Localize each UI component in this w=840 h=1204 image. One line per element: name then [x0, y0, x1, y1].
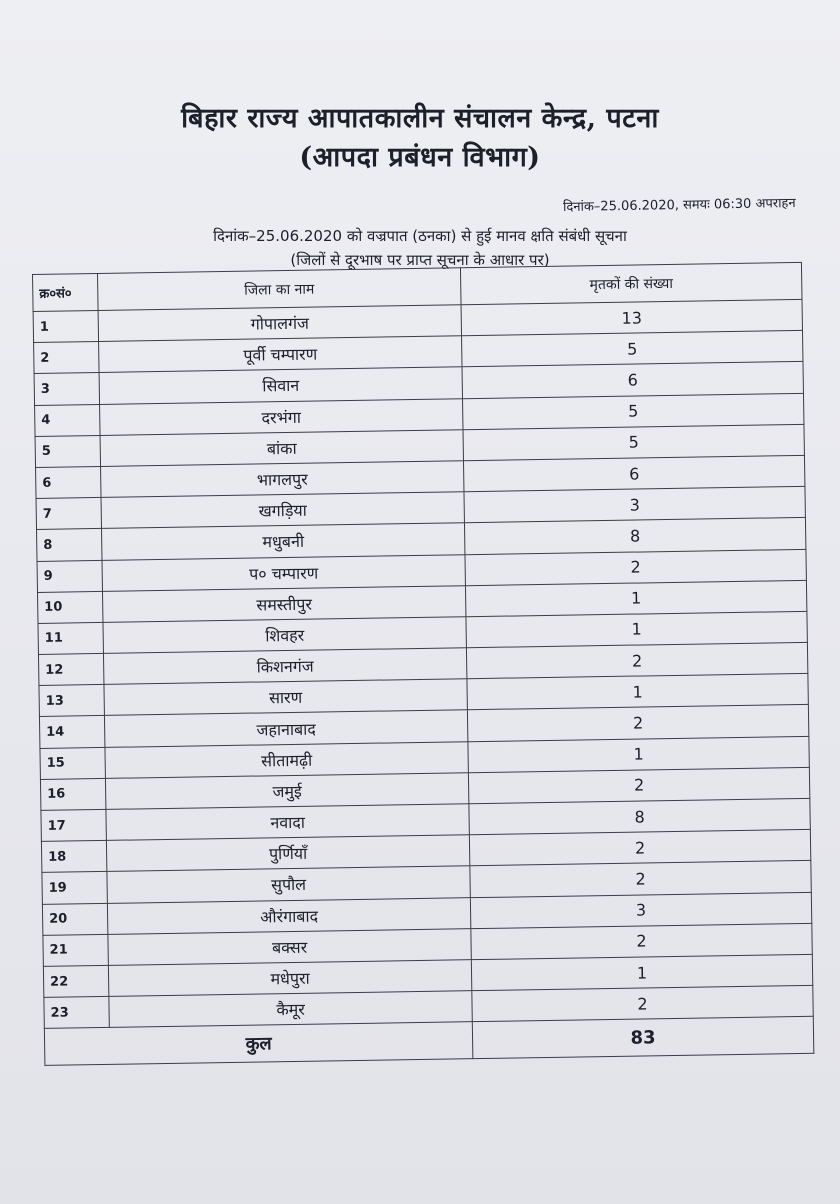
date-time-stamp: दिनांक–25.06.2020, समयः 06:30 अपराहन	[563, 195, 797, 216]
death-count-cell: 2	[466, 642, 807, 679]
serial-number-cell: 16	[40, 778, 105, 810]
death-count-cell: 2	[465, 549, 806, 586]
serial-number-cell: 6	[36, 466, 101, 498]
district-name-cell: प० चम्पारण	[102, 554, 465, 591]
casualty-table	[32, 262, 814, 1066]
death-count-cell: 8	[469, 798, 810, 835]
district-name-cell: नवादा	[106, 804, 469, 841]
district-name-cell: कैमूर	[109, 991, 472, 1028]
district-name-cell: दरभंगा	[100, 398, 463, 435]
district-name-cell: समस्तीपुर	[102, 585, 465, 622]
serial-number-cell: 7	[36, 498, 101, 530]
death-count-cell: 6	[462, 362, 803, 399]
serial-number-cell: 21	[43, 934, 108, 966]
death-count-cell: 1	[465, 580, 806, 617]
serial-number-cell: 20	[42, 903, 107, 935]
death-count-cell: 8	[464, 518, 805, 555]
report-subject: दिनांक–25.06.2020 को वज्रपात (ठनका) से हुई मानव क्षति संबंधी सूचना	[213, 227, 627, 245]
death-count-cell: 2	[471, 923, 812, 960]
district-name-cell: सिवान	[99, 367, 462, 404]
district-name-cell: जमुई	[105, 773, 468, 810]
death-count-cell: 2	[469, 830, 810, 867]
table-body	[33, 299, 813, 1028]
serial-number-cell: 23	[44, 997, 109, 1029]
death-count-cell: 1	[466, 611, 807, 648]
total-label: कुल	[44, 1022, 473, 1066]
serial-number-cell: 10	[37, 591, 102, 623]
death-count-cell: 1	[468, 736, 809, 773]
serial-number-cell: 9	[37, 560, 102, 592]
district-name-cell: भागलपुर	[101, 461, 464, 498]
death-count-cell: 5	[463, 393, 804, 430]
district-name-cell: सुपौल	[107, 866, 470, 903]
serial-number-cell: 2	[34, 342, 99, 374]
serial-number-cell: 1	[33, 310, 98, 342]
death-count-cell: 2	[472, 985, 813, 1022]
district-name-cell: किशनगंज	[103, 648, 466, 685]
serial-number-cell: 11	[38, 622, 103, 654]
total-value: 83	[472, 1017, 814, 1059]
district-name-cell: सीतामढ़ी	[105, 741, 468, 778]
death-count-cell: 2	[468, 767, 809, 804]
serial-number-cell: 22	[43, 965, 108, 997]
district-name-cell: शिवहर	[103, 617, 466, 654]
district-name-cell: पूर्वी चम्पारण	[99, 336, 462, 373]
death-count-cell: 3	[470, 892, 811, 929]
district-name-cell: सारण	[104, 679, 467, 716]
death-count-cell: 3	[464, 487, 805, 524]
district-name-cell: बांका	[100, 429, 463, 466]
death-count-cell: 6	[463, 455, 804, 492]
serial-number-cell: 13	[39, 685, 104, 717]
header-deaths: मृतकों की संख्या	[460, 262, 802, 304]
district-name-cell: मधुबनी	[102, 523, 465, 560]
serial-number-cell: 8	[37, 529, 102, 561]
district-name-cell: मधेपुरा	[108, 960, 471, 997]
serial-number-cell: 19	[42, 872, 107, 904]
document-title: बिहार राज्य आपातकालीन संचालन केन्द्र, पटना	[181, 103, 659, 134]
death-count-cell: 5	[463, 424, 804, 461]
death-count-cell: 13	[461, 299, 802, 336]
district-name-cell: खगड़िया	[101, 492, 464, 529]
serial-number-cell: 17	[41, 809, 106, 841]
death-count-cell: 5	[462, 331, 803, 368]
district-name-cell: बक्सर	[108, 928, 471, 965]
district-name-cell: गोपालगंज	[98, 305, 461, 342]
death-count-cell: 2	[470, 861, 811, 898]
casualty-table-wrapper	[32, 262, 814, 1066]
header-district: जिला का नाम	[97, 268, 461, 311]
serial-number-cell: 12	[38, 653, 103, 685]
death-count-cell: 1	[471, 954, 812, 991]
serial-number-cell: 14	[39, 716, 104, 748]
serial-number-cell: 5	[35, 435, 100, 467]
district-name-cell: पुर्णियाँ	[106, 835, 469, 872]
report-source-note: (जिलों से दूरभाष पर प्राप्त सूचना के आधार पर)	[290, 251, 550, 269]
serial-number-cell: 3	[34, 373, 99, 405]
district-name-cell: जहानाबाद	[104, 710, 467, 747]
district-name-cell: औरंगाबाद	[107, 897, 470, 934]
serial-number-cell: 18	[41, 841, 106, 873]
death-count-cell: 1	[467, 674, 808, 711]
serial-number-cell: 15	[40, 747, 105, 779]
header-serial: क्र०सं०	[33, 273, 99, 311]
document-department: (आपदा प्रबंधन विभाग)	[299, 142, 541, 173]
serial-number-cell: 4	[35, 404, 100, 436]
death-count-cell: 2	[467, 705, 808, 742]
